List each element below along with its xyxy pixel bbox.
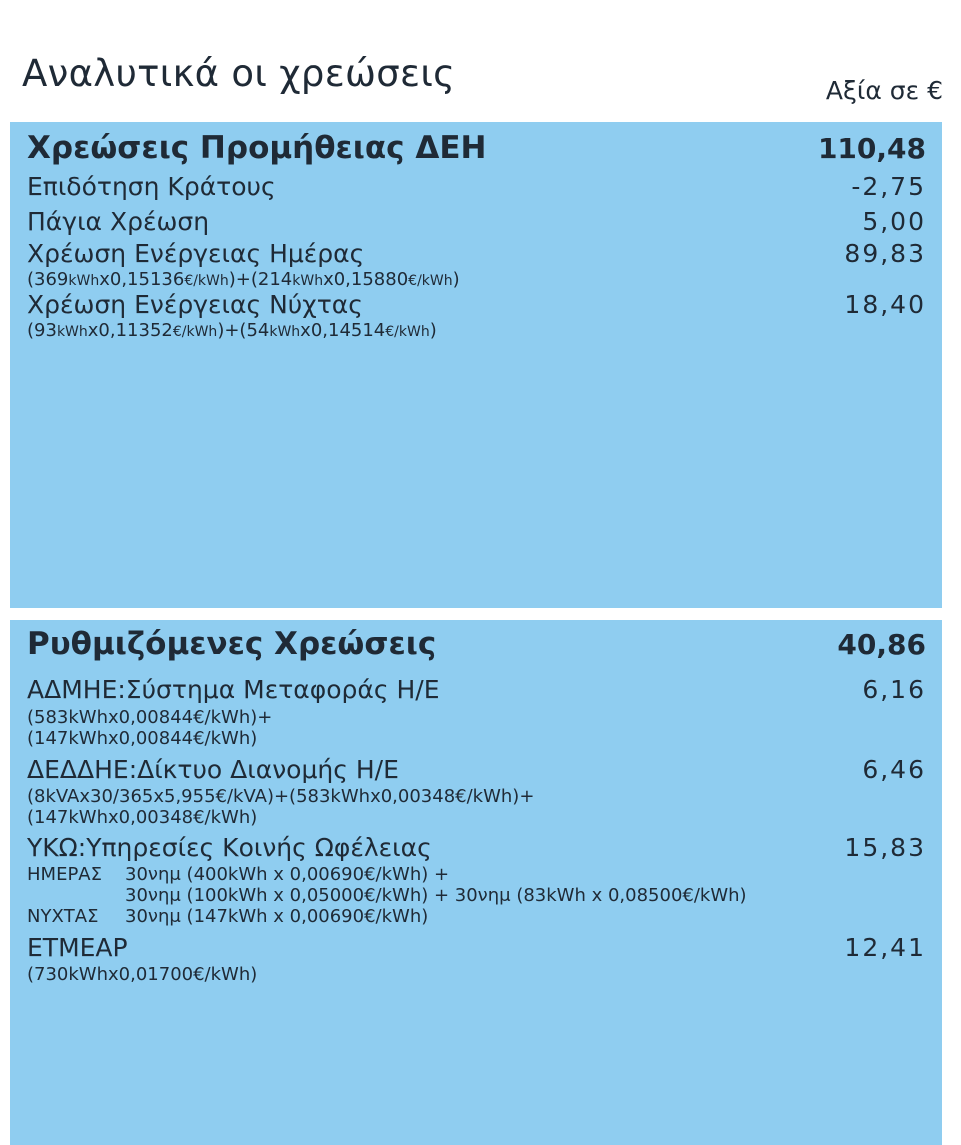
supply-section-total: 110,48 [817, 132, 926, 165]
item-amount: 6,16 [862, 675, 926, 704]
item-detail: (93kWhx0,11352€/kWh)+(54kWhx0,14514€/kWh) [27, 320, 437, 341]
line-item [27, 207, 926, 237]
item-amount: 5,00 [862, 207, 926, 236]
supply-charges-panel [10, 122, 942, 608]
supply-section-title: Χρεώσεις Προμήθειας ΔΕΗ [27, 130, 487, 166]
line-item [27, 290, 926, 320]
page-title: Αναλυτικά οι χρεώσεις [22, 52, 456, 95]
item-amount: 15,83 [844, 833, 926, 862]
item-label: Πάγια Χρέωση [27, 207, 210, 236]
item-label: Χρέωση Ενέργειας Ημέρας [27, 239, 365, 268]
regulated-section-total: 40,86 [837, 628, 926, 661]
item-label: ΕΤΜΕΑΡ [27, 933, 128, 962]
line-item [27, 933, 926, 963]
item-amount: 12,41 [844, 933, 926, 962]
item-detail: (730kWhx0,01700€/kWh) [27, 964, 258, 985]
item-detail: (8kVAx30/365x5,955€/kVA)+(583kWhx0,00348€/kWh)+ (147kWhx0,00348€/kWh) [27, 786, 535, 828]
line-item [27, 755, 926, 785]
item-label: Χρέωση Ενέργειας Νύχτας [27, 290, 363, 319]
item-amount: 6,46 [862, 755, 926, 784]
regulated-section-title: Ρυθμιζόμενες Χρεώσεις [27, 626, 437, 662]
item-amount: 89,83 [844, 239, 926, 268]
item-label: ΔΕΔΔΗΕ:Δίκτυο Διανομής Η/Ε [27, 755, 399, 784]
item-detail: (369kWhx0,15136€/kWh)+(214kWhx0,15880€/kWh) [27, 269, 460, 290]
item-label: ΥΚΩ:Υπηρεσίες Κοινής Ωφέλειας [27, 833, 432, 862]
line-item [27, 172, 926, 202]
item-label: Επιδότηση Κράτους [27, 172, 276, 201]
supply-title-row [27, 130, 926, 170]
value-column-header: Αξία σε € [825, 76, 943, 105]
item-detail: (583kWhx0,00844€/kWh)+ (147kWhx0,00844€/kWh) [27, 707, 273, 749]
item-amount: -2,75 [851, 172, 926, 201]
line-item [27, 675, 926, 705]
line-item [27, 833, 926, 863]
item-amount: 18,40 [844, 290, 926, 319]
regulated-title-row [27, 626, 926, 666]
item-label: ΑΔΜΗΕ:Σύστημα Μεταφοράς Η/Ε [27, 675, 440, 704]
regulated-charges-panel [10, 620, 942, 1145]
item-detail: ΗΜΕΡΑΣ 30νημ (400kWh x 0,00690€/kWh) + 30νημ (100kWh x 0,05000€/kWh) + 30νημ (83kWh x 0,08500€/kWh) ΝΥΧΤΑΣ 30νημ (147kWh x 0,00690€/kWh) [27, 864, 747, 927]
line-item [27, 239, 926, 269]
